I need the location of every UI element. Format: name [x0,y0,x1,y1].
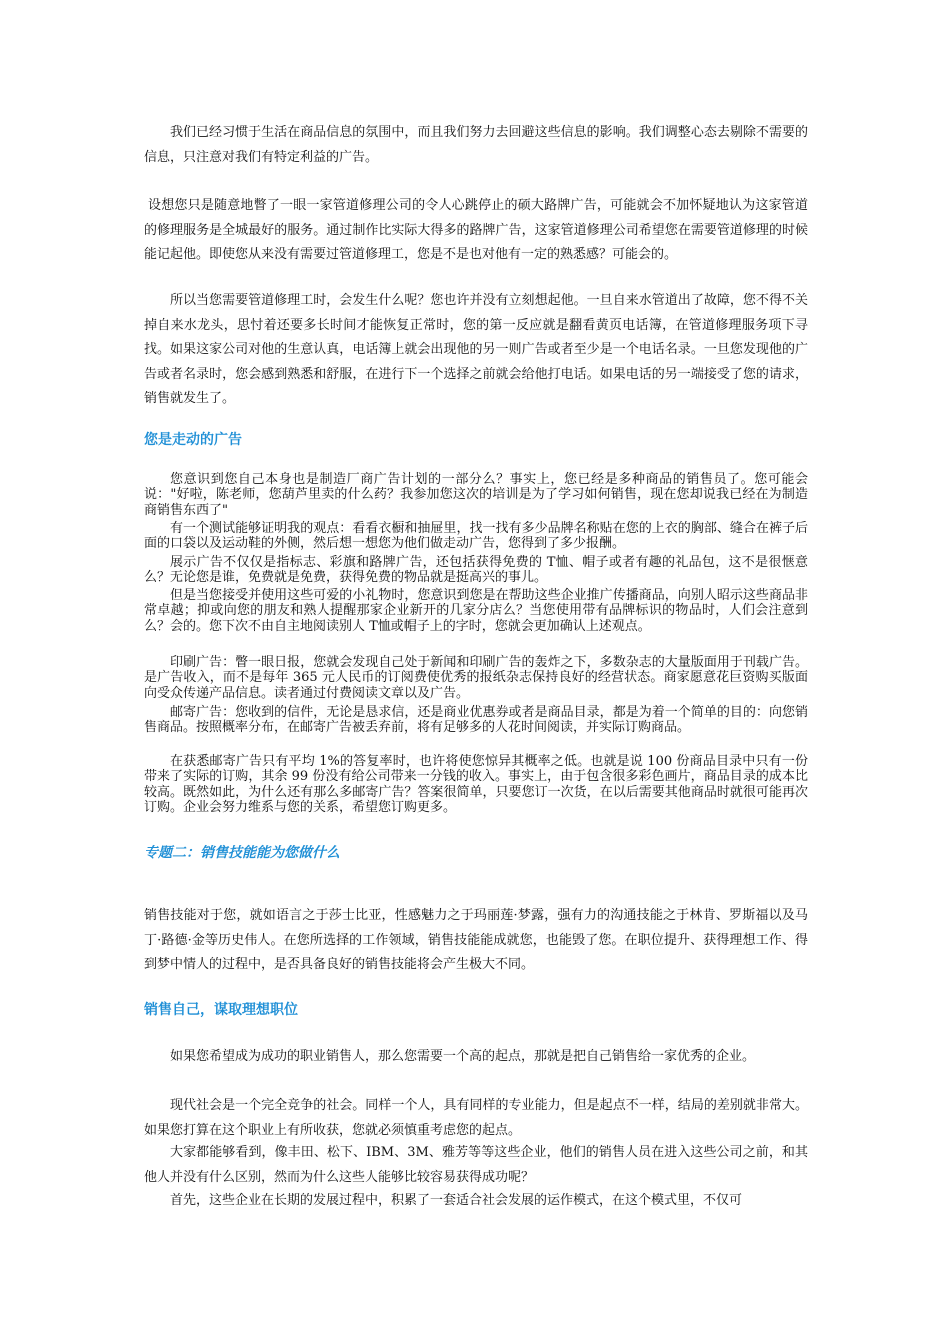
paragraph: 大家都能够看到，像丰田、松下、IBM、3M、雅芳等等这些企业，他们的销售人员在进入这些公司之前，和其他人并没有什么区别，然而为什么这些人能够比较容易获得成功呢？ [144,1145,808,1185]
paragraph: 印刷广告：瞥一眼日报，您就会发现自己处于新闻和印刷广告的轰炸之下，多数杂志的大量版面用于刊载广告。是广告收入，而不是每年 365 元人民币的订阅费使优秀的报纸杂志保持良好的经营状态。商家愿意花巨资购买版面向受众传递产品信息。读者通过付费阅读文章以及广告。 [144,655,808,701]
paragraph: 有一个测试能够证明我的观点：看看衣橱和抽屉里，找一找有多少品牌名称贴在您的上衣的胸部、缝合在裤子后面的口袋以及运动鞋的外侧，然后想一想您为他们做走动广告，您得到了多少报酬。 [144,521,808,552]
section-heading: 专题二：销售技能能为您做什么 [144,845,340,861]
paragraph: 如果您希望成为成功的职业销售人，那么您需要一个高的起点，那就是把自己销售给一家优秀的企业。 [170,1049,756,1064]
paragraph: 设想您只是随意地瞥了一眼一家管道修理公司的令人心跳停止的硕大路牌广告，可能就会不加怀疑地认为这家管道的修理服务是全城最好的服务。通过制作比实际大得多的路牌广告，这家管道修理公司希望您在需要管道修理的时候能记起他。即使您从来没有需要过管道修理工，您是不是也对他有一定的熟悉感？可能会的。 [144,198,808,263]
paragraph: 在获悉邮寄广告只有平均 1%的答复率时，也许将使您惊异其概率之低。也就是说 100 份商品目录中只有一份带来了实际的订购，其余 99 份没有给公司带来一分钱的收入。事实上，由于包含很多彩色画片，商品目录的成本比较高。既然如此，为什么还有那么多邮寄广告？答案很简单，只要您订一次货，在以后需要其他商品时就很可能再次订购。企业会努力维系与您的关系，希望您订购更多。 [144,754,808,816]
paragraph: 您意识到您自己本身也是制造厂商广告计划的一部分么？事实上，您已经是多种商品的销售员了。您可能会说："好啦，陈老师，您葫芦里卖的什么药？我参加您这次的培训是为了学习如何销售，现在您却说我已经在为制造商销售东西了" [144,472,808,518]
paragraph: 所以当您需要管道修理工时，会发生什么呢？您也许并没有立刻想起他。一旦自来水管道出了故障，您不得不关掉自来水龙头，思忖着还要多长时间才能恢复正常时，您的第一反应就是翻看黄页电话簿，在管道修理服务项下寻找。如果这家公司对他的生意认真，电话簿上就会出现他的另一则广告或者至少是一个电话名录。一旦您发现他的广告或者名录时，您会感到熟悉和舒服，在进行下一个选择之前就会给他打电话。如果电话的另一端接受了您的请求，销售就发生了。 [144,293,808,407]
paragraph: 首先，这些企业在长期的发展过程中，积累了一套适合社会发展的运作模式，在这个模式里，不仅可 [170,1193,743,1208]
paragraph: 现代社会是一个完全竞争的社会。同样一个人，具有同样的专业能力，但是起点不一样，结局的差别就非常大。如果您打算在这个职业上有所收获，您就必须慎重考虑您的起点。 [144,1098,808,1138]
paragraph: 我们已经习惯于生活在商品信息的氛围中，而且我们努力去回避这些信息的影响。我们调整心态去剔除不需要的信息，只注意对我们有特定利益的广告。 [144,125,808,165]
paragraph: 邮寄广告：您收到的信件，无论是恳求信，还是商业优惠券或者是商品目录，都是为着一个简单的目的：向您销售商品。按照概率分布，在邮寄广告被丢弃前，将有足够多的人花时间阅读，并实际订购商品。 [144,705,808,736]
paragraph: 但是当您接受并使用这些可爱的小礼物时，您意识到您是在帮助这些企业推广传播商品，向别人昭示这些商品非常卓越；抑或向您的朋友和熟人提醒那家企业新开的几家分店么？当您使用带有品牌标识的物品时，人们会注意到么？会的。您下次不由自主地阅读别人 T恤或帽子上的字时，您就会更加确认上述观点。 [144,588,808,634]
section-heading: 您是走动的广告 [144,432,242,448]
paragraph: 展示广告不仅仅是指标志、彩旗和路牌广告，还包括获得免费的 T恤、帽子或者有趣的礼品包，这不是很惬意么？无论您是谁，免费就是免费，获得免费的物品就是挺高兴的事儿。 [144,555,808,586]
section-heading: 销售自己，谋取理想职位 [144,1002,298,1018]
paragraph: 销售技能对于您，就如语言之于莎士比亚，性感魅力之于玛丽莲·梦露，强有力的沟通技能之于林肯、罗斯福以及马丁·路德·金等历史伟人。在您所选择的工作领域，销售技能能成就您，也能毁了您。在职位提升、获得理想工作、得到梦中情人的过程中，是否具备良好的销售技能将会产生极大不同。 [144,908,808,973]
